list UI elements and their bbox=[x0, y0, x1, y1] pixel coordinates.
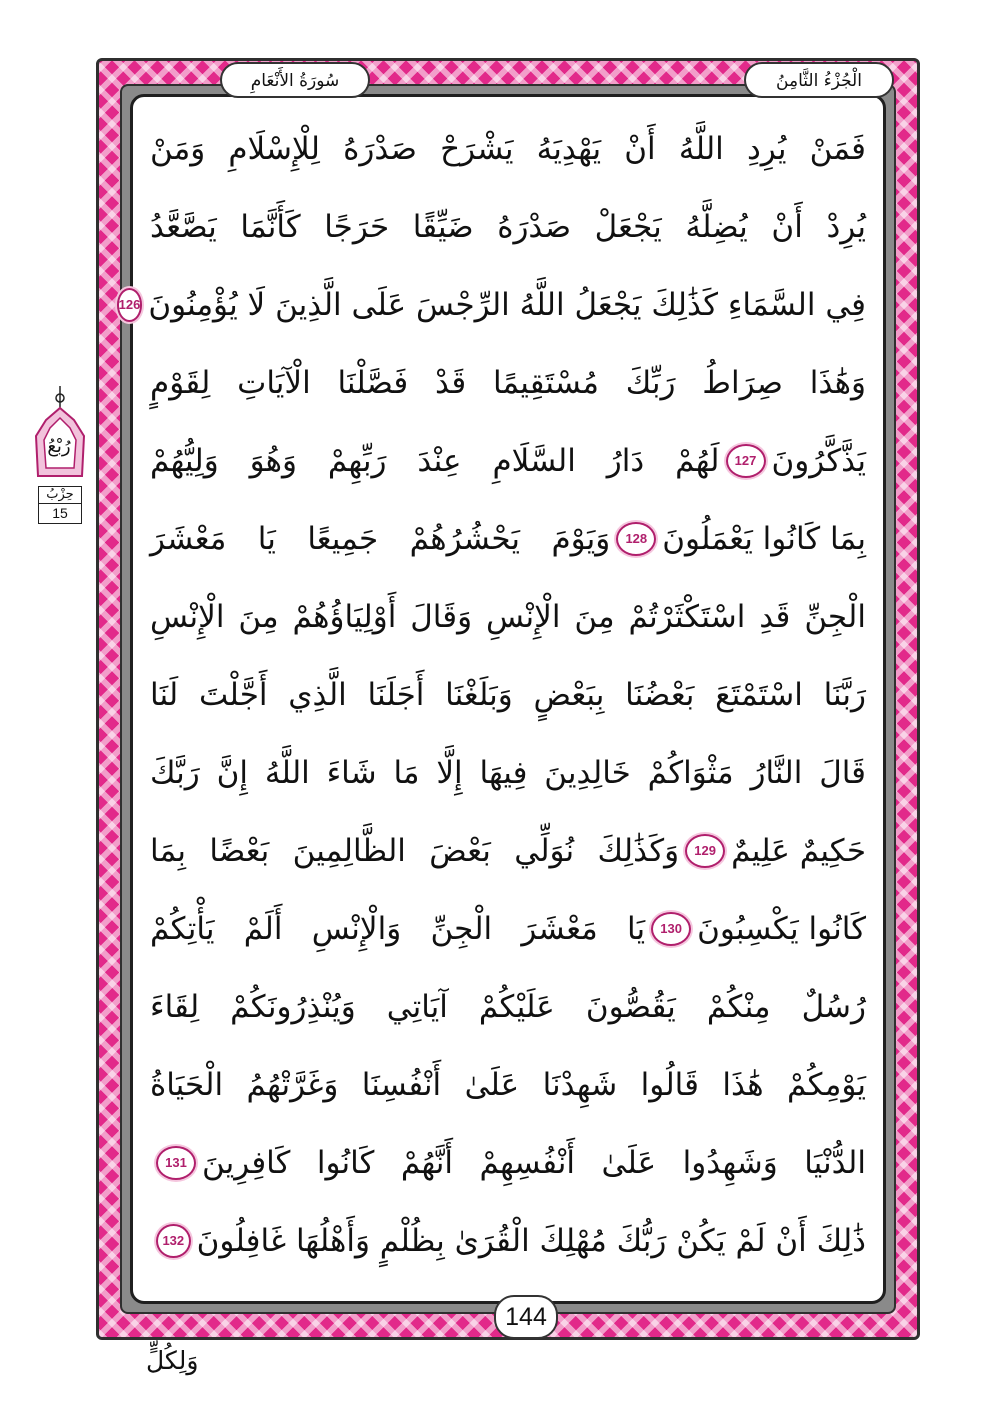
text-line bbox=[150, 1124, 866, 1202]
ayah-number-marker: 132 bbox=[156, 1224, 191, 1258]
line-text: حَكِيمٌ عَلِيمٌ bbox=[731, 833, 866, 869]
line-text: رَبَّنَا اسْتَمْتَعَ بَعْضُنَا بِبَعْضٍ وَبَلَغْنَا أَجَلَنَا الَّذِي أَجَّلْتَ لَنَا bbox=[150, 677, 866, 713]
text-line bbox=[150, 188, 866, 266]
ayah-number-marker: 126 bbox=[117, 288, 143, 322]
ayah-number-marker: 131 bbox=[156, 1146, 196, 1180]
text-line bbox=[150, 500, 866, 578]
text-line bbox=[150, 1046, 866, 1124]
ayah-number-marker: 128 bbox=[616, 522, 656, 556]
text-line bbox=[150, 110, 866, 188]
text-line bbox=[150, 968, 866, 1046]
text-line bbox=[150, 1202, 866, 1280]
line-text: الدُّنْيَا وَشَهِدُوا عَلَىٰ أَنْفُسِهِمْ أَنَّهُمْ كَانُوا كَافِرِينَ bbox=[202, 1145, 866, 1181]
line-text: وَهَٰذَا صِرَاطُ رَبِّكَ مُسْتَقِيمًا قَدْ فَصَّلْنَا الْآيَاتِ لِقَوْمٍ bbox=[150, 365, 866, 401]
text-line bbox=[150, 890, 866, 968]
rub-label: رُبْعُ bbox=[47, 436, 71, 457]
line-text: يَذَّكَّرُونَ bbox=[771, 443, 866, 479]
surah-label: سُورَةُ الأَنْعَامِ bbox=[220, 62, 370, 98]
line-text-after: يَا مَعْشَرَ الْجِنِّ وَالْإِنْسِ أَلَمْ يَأْتِكُمْ bbox=[150, 911, 646, 947]
line-text: قَالَ النَّارُ مَثْوَاكُمْ خَالِدِينَ فِيهَا إِلَّا مَا شَاءَ اللَّهُ إِنَّ رَبَّكَ bbox=[150, 755, 866, 791]
line-text: يُرِدْ أَنْ يُضِلَّهُ يَجْعَلْ صَدْرَهُ ضَيِّقًا حَرَجًا كَأَنَّمَا يَصَّعَّدُ bbox=[150, 209, 866, 245]
line-text: ذَٰلِكَ أَنْ لَمْ يَكُنْ رَبُّكَ مُهْلِكَ الْقُرَىٰ بِظُلْمٍ وَأَهْلُهَا غَافِلُونَ bbox=[196, 1223, 866, 1259]
text-line bbox=[150, 344, 866, 422]
hizb-box bbox=[38, 486, 82, 524]
line-text: بِمَا كَانُوا يَعْمَلُونَ bbox=[662, 521, 866, 557]
line-text: كَانُوا يَكْسِبُونَ bbox=[697, 911, 866, 947]
quran-text bbox=[118, 110, 866, 1280]
line-text: فَمَنْ يُرِدِ اللَّهُ أَنْ يَهْدِيَهُ يَشْرَحْ صَدْرَهُ لِلْإِسْلَامِ وَمَنْ bbox=[150, 131, 866, 167]
text-line bbox=[150, 422, 866, 500]
line-text-after: وَكَذَٰلِكَ نُوَلِّي بَعْضَ الظَّالِمِينَ بَعْضًا بِمَا bbox=[150, 833, 680, 869]
ayah-number-marker: 127 bbox=[726, 444, 766, 478]
line-text: رُسُلٌ مِنْكُمْ يَقُصُّونَ عَلَيْكُمْ آيَاتِي وَيُنْذِرُونَكُمْ لِقَاءَ bbox=[150, 989, 866, 1025]
ayah-number-marker: 129 bbox=[685, 834, 725, 868]
juz-label: الْجُزْءُ الثَّامِنُ bbox=[744, 62, 894, 98]
text-line bbox=[150, 812, 866, 890]
line-text: الْجِنِّ قَدِ اسْتَكْثَرْتُمْ مِنَ الْإِنْسِ وَقَالَ أَوْلِيَاؤُهُمْ مِنَ الْإِنْسِ bbox=[150, 599, 866, 635]
line-text: يَوْمِكُمْ هَٰذَا قَالُوا شَهِدْنَا عَلَىٰ أَنْفُسِنَا وَغَرَّتْهُمُ الْحَيَاةُ bbox=[150, 1067, 866, 1103]
line-text: فِي السَّمَاءِ كَذَٰلِكَ يَجْعَلُ اللَّهُ الرِّجْسَ عَلَى الَّذِينَ لَا يُؤْمِنُونَ bbox=[148, 287, 866, 323]
text-line bbox=[150, 578, 866, 656]
hizb-word: حِزْبُ bbox=[39, 487, 81, 504]
rub-ornament-icon bbox=[22, 384, 98, 484]
hizb-marker bbox=[22, 384, 98, 524]
ayah-number-marker: 130 bbox=[651, 912, 691, 946]
catchword: وَلِكُلٍّ bbox=[146, 1346, 199, 1375]
hizb-number: 15 bbox=[52, 505, 68, 521]
text-line bbox=[150, 734, 866, 812]
line-text-after: وَيَوْمَ يَحْشُرُهُمْ جَمِيعًا يَا مَعْشَرَ bbox=[150, 521, 611, 557]
text-line bbox=[118, 266, 866, 344]
page-number: 144 bbox=[494, 1295, 558, 1339]
line-text-after: لَهُمْ دَارُ السَّلَامِ عِنْدَ رَبِّهِمْ وَهُوَ وَلِيُّهُمْ bbox=[150, 443, 720, 479]
text-line bbox=[150, 656, 866, 734]
